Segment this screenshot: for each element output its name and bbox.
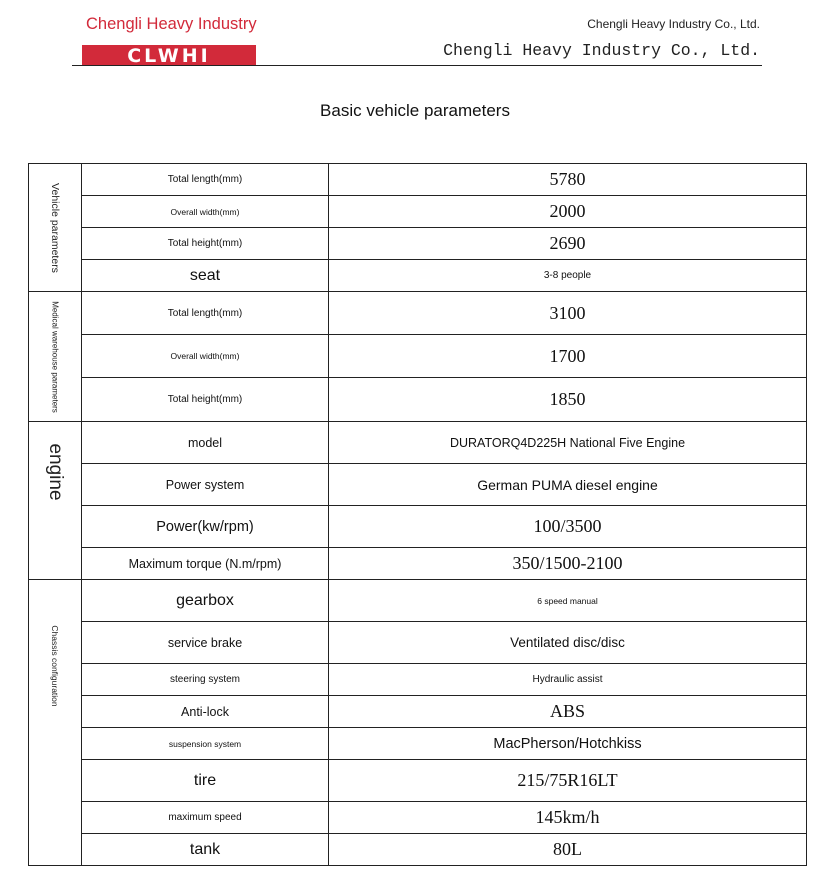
table-row [29, 506, 807, 548]
row-label: Total height(mm) [82, 228, 329, 260]
row-value: ABS [329, 696, 807, 728]
row-value: MacPherson/Hotchkiss [329, 728, 807, 760]
table-row [29, 164, 807, 196]
table-row [29, 260, 807, 292]
table-row [29, 378, 807, 422]
table-row [29, 422, 807, 464]
company-name-large: Chengli Heavy Industry Co., Ltd. [443, 41, 760, 60]
table-row [29, 292, 807, 335]
table-row [29, 335, 807, 378]
row-label: tire [82, 760, 329, 802]
group-medical-warehouse-parameters [29, 292, 82, 422]
table-row [29, 728, 807, 760]
row-label: gearbox [82, 580, 329, 622]
group-engine [29, 422, 82, 580]
table-row [29, 464, 807, 506]
brand-name: Chengli Heavy Industry [86, 15, 257, 33]
table-row [29, 696, 807, 728]
row-value: German PUMA diesel engine [329, 464, 807, 506]
row-label: service brake [82, 622, 329, 664]
group-vehicle-parameters [29, 164, 82, 292]
row-value: Ventilated disc/disc [329, 622, 807, 664]
row-label: Total height(mm) [82, 378, 329, 422]
row-label: Power(kw/rpm) [82, 506, 329, 548]
row-label: Overall width(mm) [82, 335, 329, 378]
row-value: 1700 [329, 335, 807, 378]
table-row [29, 196, 807, 228]
group-label: Vehicle parameters [49, 182, 61, 273]
row-value: 1850 [329, 378, 807, 422]
group-chassis-configuration [29, 580, 82, 866]
row-label: Total length(mm) [82, 164, 329, 196]
row-value: 3100 [329, 292, 807, 335]
table-row [29, 228, 807, 260]
row-label: Power system [82, 464, 329, 506]
row-label: Maximum torque (N.m/rpm) [82, 548, 329, 580]
table-row [29, 580, 807, 622]
row-value: 6 speed manual [329, 580, 807, 622]
parameters-table [28, 163, 807, 866]
row-value: 2000 [329, 196, 807, 228]
row-label: Anti-lock [82, 696, 329, 728]
table-row [29, 548, 807, 580]
company-name-small: Chengli Heavy Industry Co., Ltd. [587, 17, 760, 31]
row-label: steering system [82, 664, 329, 696]
row-value: 2690 [329, 228, 807, 260]
table-row [29, 834, 807, 866]
row-value: 100/3500 [329, 506, 807, 548]
row-label: Total length(mm) [82, 292, 329, 335]
row-label: model [82, 422, 329, 464]
table-row [29, 664, 807, 696]
header-divider [72, 65, 762, 66]
company-logo: CLWHI [82, 45, 256, 65]
table-row [29, 622, 807, 664]
row-value: 5780 [329, 164, 807, 196]
row-value: 3-8 people [329, 260, 807, 292]
row-value: Hydraulic assist [329, 664, 807, 696]
row-value: 350/1500-2100 [329, 548, 807, 580]
table-row [29, 802, 807, 834]
table-row [29, 760, 807, 802]
group-label: Medical warehouse parameters [50, 300, 60, 413]
row-value: 80L [329, 834, 807, 866]
row-label: Overall width(mm) [82, 196, 329, 228]
page-title: Basic vehicle parameters [320, 101, 510, 120]
row-value: 215/75R16LT [329, 760, 807, 802]
row-label: maximum speed [82, 802, 329, 834]
row-value: 145km/h [329, 802, 807, 834]
row-label: seat [82, 260, 329, 292]
row-label: tank [82, 834, 329, 866]
group-label: engine [45, 443, 66, 501]
row-value: DURATORQ4D225H National Five Engine [329, 422, 807, 464]
group-label: Chassis configuration [50, 625, 60, 707]
row-label: suspension system [82, 728, 329, 760]
